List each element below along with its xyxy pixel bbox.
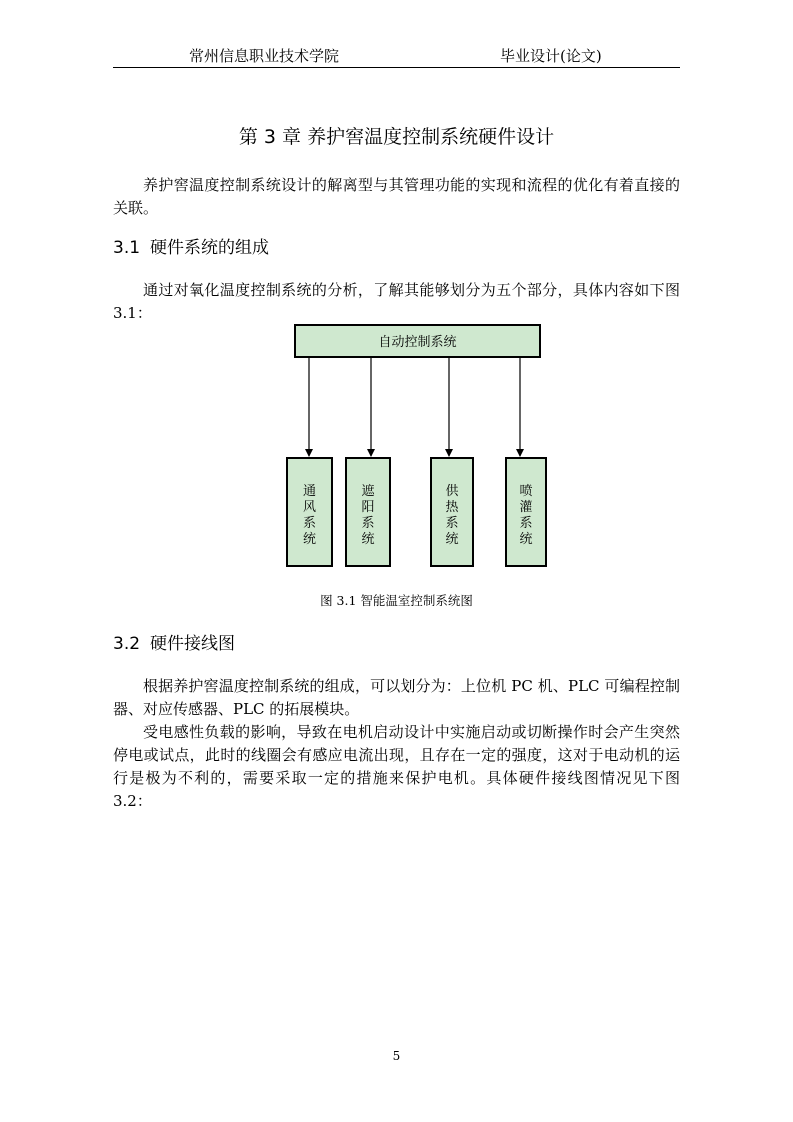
section-3-2-paragraph-2: 受电感性负载的影响，导致在电机启动设计中实施启动或切断操作时会产生突然停电或试点，此时的线圈会有感应电流出现，且存在一定的强度，这对于电动机的运行是极为不利的，需要采取一定的措施来保护电机。具体硬件接线图情况见下图 3.2： [113, 723, 680, 810]
section-3-2-heading [113, 633, 235, 655]
section-3-2-number: 3.2 [113, 634, 141, 654]
box-heating-label: 供热系统 [445, 484, 459, 547]
header-school-name: 常州信息职业技术学院 [189, 47, 340, 65]
header-document-type: 毕业设计(论文) [500, 47, 602, 65]
control-system-diagram [0, 318, 793, 578]
figure-3-1-caption: 图 3.1 智能温室控制系统图 [320, 593, 473, 608]
top-box-label: 自动控制系统 [378, 335, 457, 350]
box-ventilation-label: 通风系统 [302, 484, 317, 547]
chapter-title: 第 3 章 养护窖温度控制系统硬件设计 [238, 126, 555, 148]
section-3-1-heading [113, 237, 269, 259]
section-3-1-number: 3.1 [113, 238, 141, 258]
section-3-2-title: 硬件接线图 [150, 634, 236, 654]
header-rule [113, 67, 680, 68]
page-number: 5 [392, 1049, 401, 1063]
section-3-1-paragraph: 通过对氧化温度控制系统的分析，了解其能够划分为五个部分，具体内容如下图 3.1： [113, 281, 680, 322]
page-header [0, 46, 793, 66]
box-shading-label: 遮阳系统 [361, 484, 375, 547]
section-3-2-paragraph-1: 根据养护窖温度控制系统的组成，可以划分为：上位机 PC 机、PLC 可编程控制器、对应传感器、PLC 的拓展模块。 [113, 677, 680, 718]
box-irrigation-label: 喷灌系统 [519, 484, 533, 547]
section-3-1-title: 硬件系统的组成 [150, 238, 270, 258]
intro-paragraph: 养护窖温度控制系统设计的解离型与其管理功能的实现和流程的优化有着直接的关联。 [113, 176, 680, 217]
